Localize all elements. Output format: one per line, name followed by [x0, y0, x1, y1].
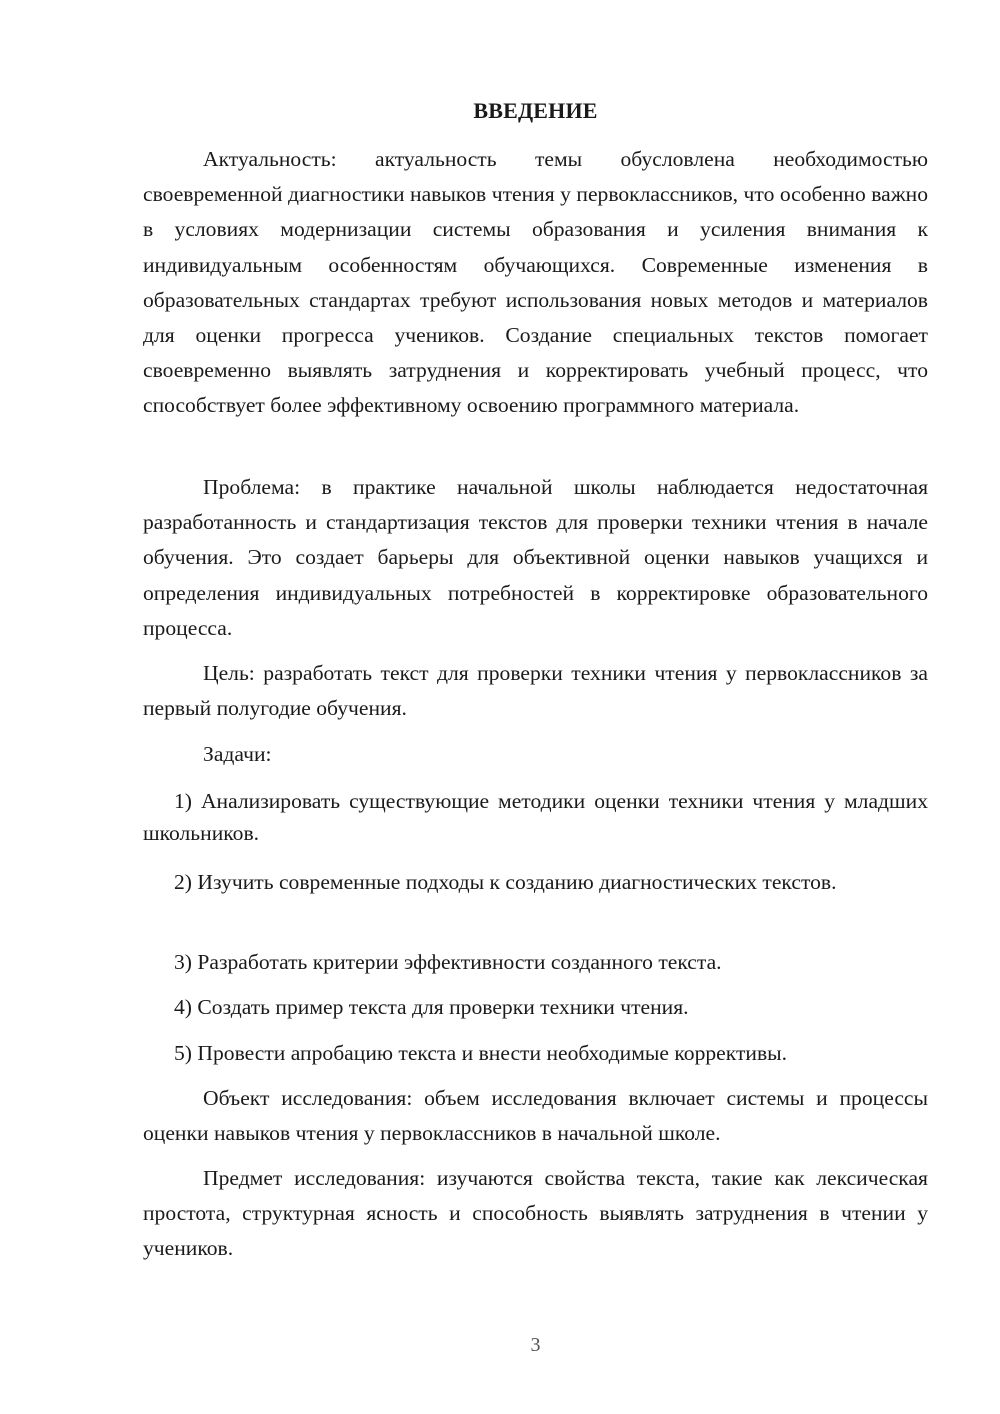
page-number: 3 [530, 1334, 541, 1356]
task-item-3: 3) Разработать критерии эффективности созданного текста. [174, 950, 722, 974]
task-item-2: 2) Изучить современные подходы к созданию диагностических текстов. [174, 870, 837, 894]
page-title: ВВЕДЕНИЕ [473, 98, 598, 123]
paragraph-object: Объект исследования: объем исследования включает системы и процессы оценки навыков чтения у первоклассников в начальной школе. [143, 1086, 928, 1146]
paragraph-relevance: Актуальность: актуальность темы обусловлена необходимостью своевременной диагностики навыков чтения у первоклассников, что особенно важно в условиях модернизации системы образования и усиления внимания к индивидуальным особенностям обучающихся. Современные изменения в образовательных стандартах требуют использования новых методов и материалов для оценки прогресса учеников. Создание специальных текстов помогает своевременно выявлять затруднения и корректировать учебный процесс, что способствует более эффективному освоению программного материала. [143, 147, 928, 418]
task-item-5: 5) Провести апробацию текста и внести необходимые коррективы. [174, 1041, 788, 1065]
tasks-heading: Задачи: [203, 742, 272, 766]
document-page [143, 0, 928, 1414]
paragraph-goal: Цель: разработать текст для проверки техники чтения у первоклассников за первый полугодие обучения. [143, 661, 928, 721]
paragraph-problem: Проблема: в практике начальной школы наблюдается недостаточная разработанность и стандартизация текстов для проверки техники чтения в начале обучения. Это создает барьеры для объективной оценки навыков учащихся и определения индивидуальных потребностей в корректировке образовательного процесса. [143, 475, 928, 640]
task-item-1: 1) Анализировать существующие методики оценки техники чтения у младших школьников. [143, 789, 928, 845]
task-item-4: 4) Создать пример текста для проверки техники чтения. [174, 995, 689, 1019]
paragraph-subject: Предмет исследования: изучаются свойства текста, такие как лексическая простота, структурная ясность и способность выявлять затруднения в чтении у учеников. [143, 1166, 928, 1261]
